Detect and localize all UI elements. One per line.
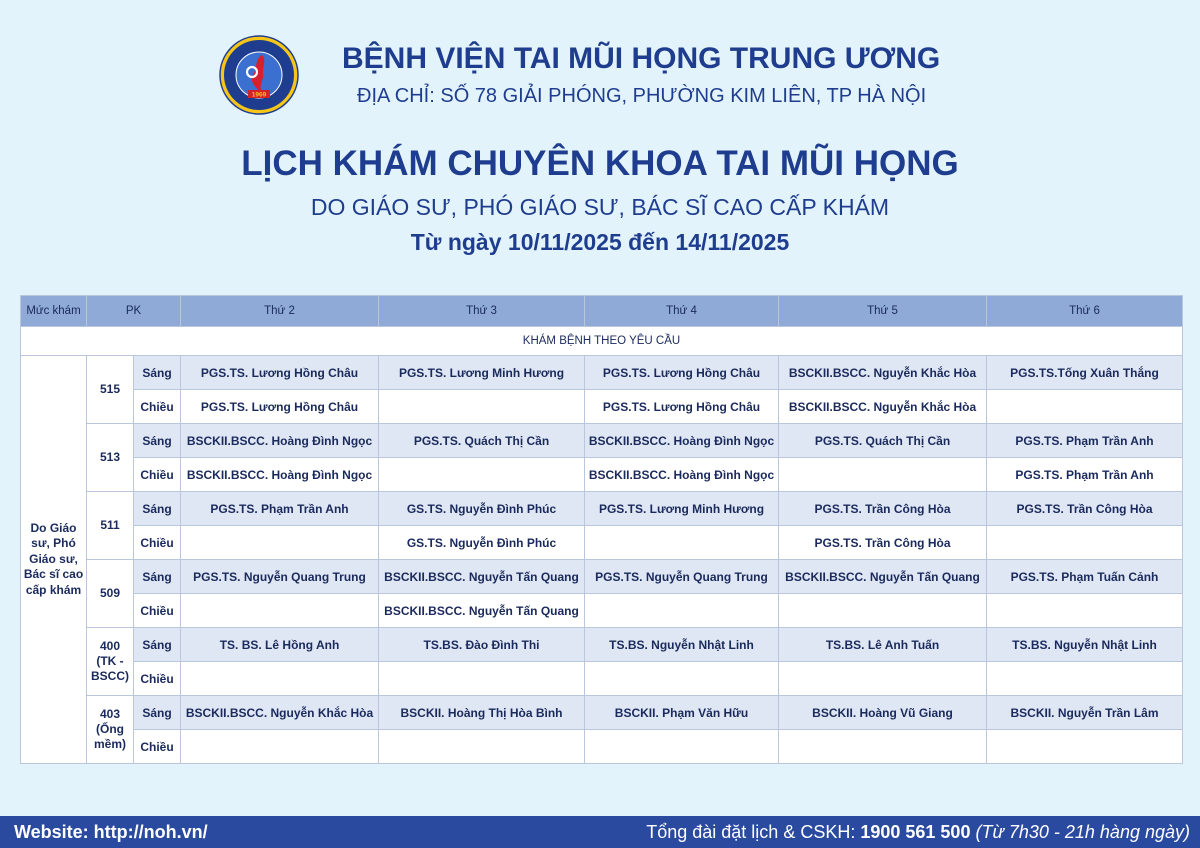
doctor-cell <box>379 458 585 492</box>
svg-text:1969: 1969 <box>251 91 267 99</box>
doctor-cell: PGS.TS. Lương Hồng Châu <box>181 390 379 424</box>
room-cell: 513 <box>87 424 134 492</box>
doctor-cell: PGS.TS. Trần Công Hòa <box>779 526 987 560</box>
room-cell: 509 <box>87 560 134 628</box>
column-header-friday: Thứ 6 <box>987 296 1183 327</box>
session-morning-cell: Sáng <box>134 356 181 390</box>
doctor-cell: BSCKII. Hoàng Vũ Giang <box>779 696 987 730</box>
doctor-cell <box>585 594 779 628</box>
doctor-cell: PGS.TS. Phạm Tuấn Cảnh <box>987 560 1183 594</box>
level-cell: Do Giáo sư, Phó Giáo sư, Bác sĩ cao cấp khám <box>21 356 87 764</box>
doctor-cell <box>987 730 1183 764</box>
doctor-cell <box>379 390 585 424</box>
session-morning-cell: Sáng <box>134 492 181 526</box>
room-cell: 400 (TK - BSCC) <box>87 628 134 696</box>
table-row <box>21 662 1183 696</box>
doctor-cell: BSCKII.BSCC. Hoàng Đình Ngọc <box>181 424 379 458</box>
doctor-cell: PGS.TS. Lương Minh Hương <box>585 492 779 526</box>
hotline-number[interactable]: 1900 561 500 <box>860 822 971 842</box>
table-header-row <box>21 296 1183 327</box>
room-cell: 511 <box>87 492 134 560</box>
hotline-hours: (Từ 7h30 - 21h hàng ngày) <box>970 822 1190 842</box>
doctor-cell: TS.BS. Nguyễn Nhật Linh <box>987 628 1183 662</box>
doctor-cell: TS. BS. Lê Hồng Anh <box>181 628 379 662</box>
doctor-cell: BSCKII. Hoàng Thị Hòa Bình <box>379 696 585 730</box>
doctor-cell: PGS.TS. Phạm Trần Anh <box>987 424 1183 458</box>
doctor-cell: BSCKII.BSCC. Nguyễn Khắc Hòa <box>181 696 379 730</box>
doctor-cell <box>987 526 1183 560</box>
doctor-cell: PGS.TS. Phạm Trần Anh <box>987 458 1183 492</box>
table-row <box>21 696 1183 730</box>
session-afternoon-cell: Chiều <box>134 526 181 560</box>
table-row <box>21 390 1183 424</box>
table-row <box>21 730 1183 764</box>
doctor-cell <box>379 662 585 696</box>
doctor-cell <box>779 458 987 492</box>
doctor-cell: BSCKII.BSCC. Nguyễn Tấn Quang <box>379 560 585 594</box>
doctor-cell: PGS.TS. Lương Hồng Châu <box>585 390 779 424</box>
table-row <box>21 560 1183 594</box>
table-banner-row <box>21 327 1183 356</box>
doctor-cell: PGS.TS. Lương Hồng Châu <box>181 356 379 390</box>
table-row <box>21 526 1183 560</box>
column-header-thursday: Thứ 5 <box>779 296 987 327</box>
table-row <box>21 628 1183 662</box>
doctor-cell: BSCKII.BSCC. Hoàng Đình Ngọc <box>585 424 779 458</box>
doctor-cell <box>181 662 379 696</box>
doctor-cell: BSCKII.BSCC. Nguyễn Tấn Quang <box>379 594 585 628</box>
table-row <box>21 356 1183 390</box>
hotline-label: Tổng đài đặt lịch & CSKH: <box>646 822 861 842</box>
session-morning-cell: Sáng <box>134 696 181 730</box>
doctor-cell <box>585 526 779 560</box>
doctor-cell: TS.BS. Nguyễn Nhật Linh <box>585 628 779 662</box>
doctor-cell: BSCKII. Phạm Văn Hữu <box>585 696 779 730</box>
doctor-cell <box>585 662 779 696</box>
banner-label: KHÁM BỆNH THEO YÊU CẦU <box>21 327 1183 356</box>
doctor-cell: BSCKII.BSCC. Nguyễn Khắc Hòa <box>779 356 987 390</box>
schedule-subtitle: DO GIÁO SƯ, PHÓ GIÁO SƯ, BÁC SĨ CAO CẤP KHÁM <box>310 194 890 220</box>
session-afternoon-cell: Chiều <box>134 390 181 424</box>
doctor-cell <box>181 594 379 628</box>
table-row <box>21 424 1183 458</box>
doctor-cell: BSCKII. Nguyễn Trần Lâm <box>987 696 1183 730</box>
table-row <box>21 492 1183 526</box>
session-morning-cell: Sáng <box>134 628 181 662</box>
doctor-cell <box>987 662 1183 696</box>
session-morning-cell: Sáng <box>134 560 181 594</box>
column-header-pk: PK <box>87 296 181 327</box>
column-header-tuesday: Thứ 3 <box>379 296 585 327</box>
session-afternoon-cell: Chiều <box>134 594 181 628</box>
doctor-cell <box>987 594 1183 628</box>
doctor-cell: PGS.TS. Nguyễn Quang Trung <box>181 560 379 594</box>
column-header-monday: Thứ 2 <box>181 296 379 327</box>
schedule-date-range: Từ ngày 10/11/2025 đến 14/11/2025 <box>410 229 790 255</box>
session-afternoon-cell: Chiều <box>134 730 181 764</box>
page-header <box>0 0 1200 290</box>
schedule-table <box>20 295 1183 764</box>
room-cell: 403 (Ống mềm) <box>87 696 134 764</box>
doctor-cell <box>779 730 987 764</box>
schedule-title: LỊCH KHÁM CHUYÊN KHOA TAI MŨI HỌNG <box>241 144 959 183</box>
page-footer <box>0 816 1200 848</box>
doctor-cell: PGS.TS.Tống Xuân Thắng <box>987 356 1183 390</box>
doctor-cell: BSCKII.BSCC. Hoàng Đình Ngọc <box>181 458 379 492</box>
column-header-level: Mức khám <box>21 296 87 327</box>
doctor-cell <box>585 730 779 764</box>
doctor-cell <box>181 730 379 764</box>
doctor-cell: PGS.TS. Phạm Trần Anh <box>181 492 379 526</box>
doctor-cell: PGS.TS. Quách Thị Cần <box>379 424 585 458</box>
doctor-cell <box>779 662 987 696</box>
doctor-cell: TS.BS. Lê Anh Tuấn <box>779 628 987 662</box>
doctor-cell <box>779 594 987 628</box>
doctor-cell: PGS.TS. Quách Thị Cần <box>779 424 987 458</box>
doctor-cell <box>181 526 379 560</box>
doctor-cell: TS.BS. Đào Đình Thi <box>379 628 585 662</box>
doctor-cell: PGS.TS. Trần Công Hòa <box>779 492 987 526</box>
session-morning-cell: Sáng <box>134 424 181 458</box>
doctor-cell: BSCKII.BSCC. Nguyễn Tấn Quang <box>779 560 987 594</box>
table-row <box>21 458 1183 492</box>
doctor-cell: PGS.TS. Nguyễn Quang Trung <box>585 560 779 594</box>
hotline-info <box>646 822 1190 843</box>
website-link[interactable]: Website: http://noh.vn/ <box>14 822 208 842</box>
doctor-cell: BSCKII.BSCC. Hoàng Đình Ngọc <box>585 458 779 492</box>
hospital-name: BỆNH VIỆN TAI MŨI HỌNG TRUNG ƯƠNG <box>342 42 941 75</box>
session-afternoon-cell: Chiều <box>134 458 181 492</box>
doctor-cell <box>379 730 585 764</box>
hospital-logo <box>218 30 300 130</box>
doctor-cell <box>987 390 1183 424</box>
doctor-cell: GS.TS. Nguyễn Đình Phúc <box>379 526 585 560</box>
doctor-cell: PGS.TS. Lương Minh Hương <box>379 356 585 390</box>
session-afternoon-cell: Chiều <box>134 662 181 696</box>
table-row <box>21 594 1183 628</box>
doctor-cell: PGS.TS. Lương Hồng Châu <box>585 356 779 390</box>
room-cell: 515 <box>87 356 134 424</box>
hospital-address: ĐỊA CHỈ: SỐ 78 GIẢI PHÓNG, PHƯỜNG KIM LIÊN, TP HÀ NỘI <box>357 85 927 107</box>
doctor-cell: GS.TS. Nguyễn Đình Phúc <box>379 492 585 526</box>
column-header-wednesday: Thứ 4 <box>585 296 779 327</box>
doctor-cell: PGS.TS. Trần Công Hòa <box>987 492 1183 526</box>
doctor-cell: BSCKII.BSCC. Nguyễn Khắc Hòa <box>779 390 987 424</box>
